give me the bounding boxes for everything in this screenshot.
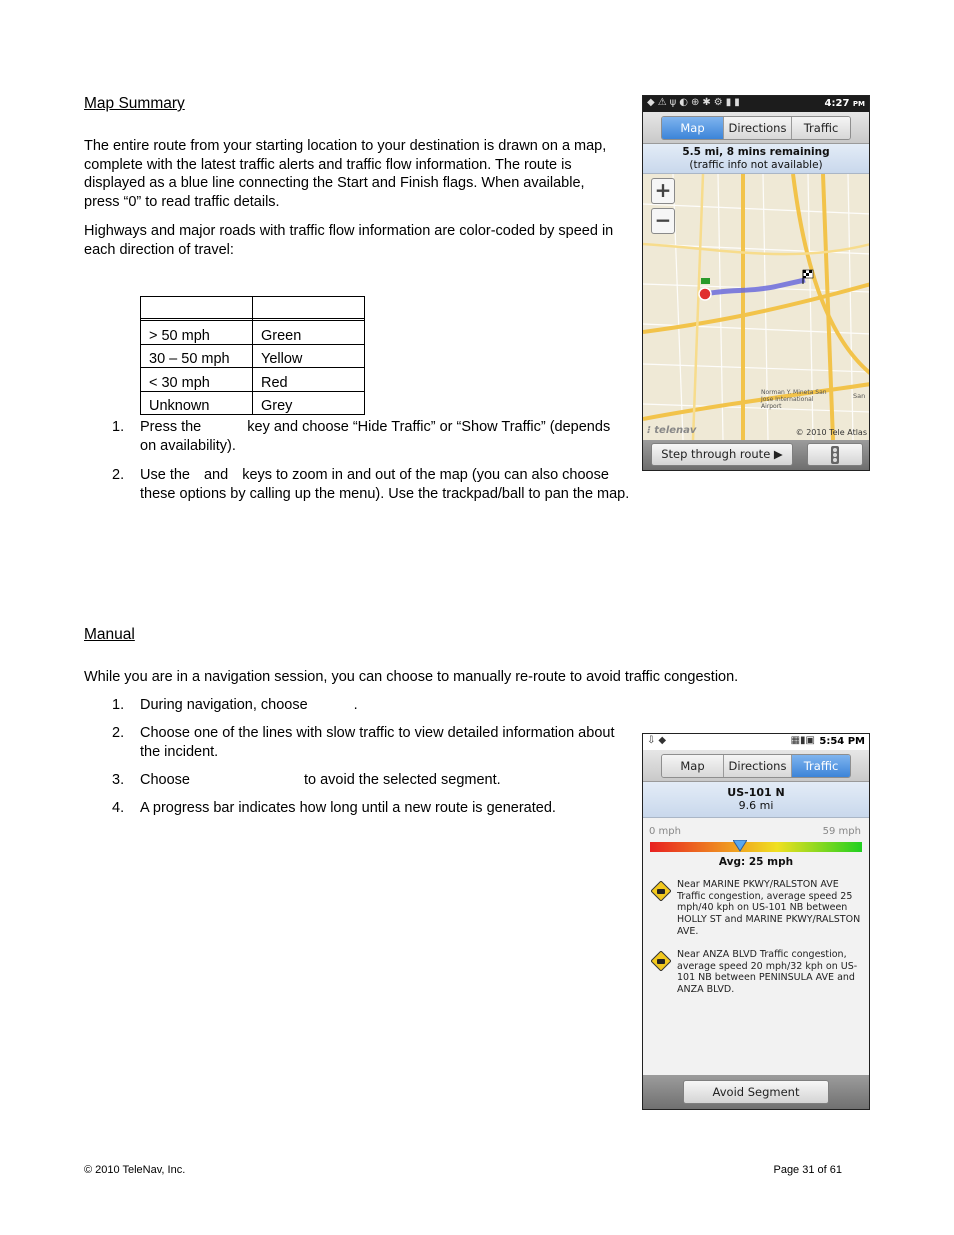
step-text: A progress bar indicates how long until a new route is generated.: [140, 800, 556, 816]
list-number: 1.: [112, 419, 125, 435]
footer-copyright: © 2010 TeleNav, Inc.: [84, 1164, 186, 1176]
step-text-b: key and choose “Hide Traffic” or “Show Traffic” (depends on availability).: [140, 419, 611, 454]
map-bottom-bar: [643, 440, 869, 470]
route-summary-banner: [643, 144, 869, 174]
start-flag-icon: [699, 288, 711, 300]
status-time: 4:27 PM: [824, 98, 865, 109]
road-name: US-101 N: [727, 786, 785, 799]
phone-screenshot-map: [642, 95, 870, 471]
step-text-a: Press the: [140, 419, 202, 435]
step-text-b: to avoid the selected segment.: [303, 772, 501, 788]
avoid-segment-button[interactable]: Avoid Segment: [683, 1080, 829, 1104]
step-text-b: keys to zoom in and out of the map (you can also choose these options by calling up the menu). Use the trackpad/ball to pan the map.: [140, 467, 630, 502]
speed-min-label: 0 mph: [649, 826, 681, 837]
map-label: Norman Y. Mineta San Jose International Airport: [761, 389, 827, 410]
telenav-logo: ⁝ telenav: [647, 425, 697, 436]
step-through-route-button[interactable]: Step through route ▶: [651, 443, 793, 466]
tab-directions[interactable]: Directions: [724, 117, 792, 139]
traffic-warning-icon: [651, 951, 671, 971]
tab-bar: [643, 750, 869, 782]
speed-cell: Unknown: [141, 391, 253, 415]
map-copyright: © 2010 Tele Atlas: [795, 428, 867, 437]
road-banner: [643, 782, 869, 818]
status-bar: [643, 734, 869, 750]
list-number: 2.: [112, 725, 125, 741]
tab-bar: [643, 112, 869, 144]
map-summary-paragraph-1: The entire route from your starting location to your destination is drawn on a map, complete with the latest traffic alerts and traffic flow information. The route is displayed as a blue line connecting the Start and Finish flags. When available, press “0” to read traffic details.: [84, 138, 607, 210]
map-roads: [643, 174, 870, 440]
step-text: Choose one of the lines with slow traffic to view detailed information about the incident.: [140, 725, 615, 760]
speed-gradient-bar: [650, 842, 862, 852]
list-item: [112, 696, 640, 715]
list-number: 3.: [112, 772, 125, 788]
color-cell: Grey: [253, 391, 365, 415]
phone-screenshot-traffic: [642, 733, 870, 1110]
map-label: San: [853, 392, 866, 400]
speed-cell: 30 – 50 mph: [141, 344, 253, 368]
list-item: [112, 418, 630, 455]
tab-map[interactable]: Map: [662, 755, 724, 777]
step-text-b: .: [353, 697, 358, 713]
list-item: [112, 771, 640, 790]
list-number: 2.: [112, 467, 125, 483]
traffic-incident-item[interactable]: [651, 879, 861, 938]
status-bar: [643, 96, 869, 112]
traffic-light-button[interactable]: [807, 443, 863, 466]
traffic-warning-icon: [651, 881, 671, 901]
footer-page-number: Page 31 of 61: [773, 1164, 842, 1176]
status-time: 5:54 PM: [819, 736, 865, 747]
traffic-light-icon: [828, 446, 842, 464]
list-item: [112, 799, 640, 818]
status-icons: ⇩◆: [647, 735, 670, 746]
status-icons-right: ▦▮▣: [790, 735, 815, 746]
color-cell: Red: [253, 368, 365, 392]
section-heading-map-summary: Map Summary: [84, 95, 185, 112]
step-text-a: Use the: [140, 467, 190, 483]
color-cell: Green: [253, 321, 365, 345]
list-number: 4.: [112, 800, 125, 816]
table-row: [141, 344, 365, 368]
tab-traffic[interactable]: Traffic: [792, 755, 850, 777]
tab-directions[interactable]: Directions: [724, 755, 792, 777]
road-distance: 9.6 mi: [738, 799, 774, 812]
color-cell: Yellow: [253, 344, 365, 368]
avg-speed: Avg: 25 mph: [718, 856, 794, 868]
traffic-incident-item[interactable]: [651, 949, 861, 996]
table-row: [141, 321, 365, 345]
table-header-cell: [141, 297, 253, 319]
traffic-bottom-bar: [643, 1075, 869, 1110]
status-icons: ◆⚠ψ◐⊕✱⚙▮▮: [647, 97, 743, 108]
table-row: [141, 391, 365, 415]
list-item: [112, 466, 630, 503]
speed-cell: < 30 mph: [141, 368, 253, 392]
map-view[interactable]: [643, 174, 869, 440]
avg-speed-marker-icon: [733, 840, 747, 852]
traffic-availability: (traffic info not available): [689, 158, 823, 171]
manual-intro: While you are in a navigation session, you can choose to manually re-route to avoid traffic congestion.: [84, 669, 739, 685]
map-summary-paragraph-2: Highways and major roads with traffic flow information are color-coded by speed in each direction of travel:: [84, 223, 614, 258]
route-summary: 5.5 mi, 8 mins remaining: [682, 146, 830, 158]
list-item: [112, 724, 630, 761]
tab-map[interactable]: Map: [662, 117, 724, 139]
incident-text: Near ANZA BLVD Traffic congestion, average speed 20 mph/32 kph on US-101 NB between PENINSULA AVE and ANZA BLVD.: [677, 949, 858, 996]
speed-cell: > 50 mph: [141, 321, 253, 345]
list-number: 1.: [112, 697, 125, 713]
step-text-a: Choose: [140, 772, 190, 788]
table-row: [141, 368, 365, 392]
step-text-a: During navigation, choose: [140, 697, 308, 713]
table-header-cell: [253, 297, 365, 319]
section-heading-manual: Manual: [84, 626, 135, 643]
speed-max-label: 59 mph: [822, 826, 861, 837]
step-text-mid: and: [203, 467, 229, 483]
tab-traffic[interactable]: Traffic: [792, 117, 850, 139]
incident-text: Near MARINE PKWY/RALSTON AVE Traffic congestion, average speed 25 mph/40 kph on US-101 NB between HOLLY ST and MARINE PKWY/RALSTON AVE.: [677, 879, 861, 937]
zoom-in-button[interactable]: +: [651, 178, 675, 204]
speed-color-table: [140, 296, 365, 415]
zoom-out-button[interactable]: −: [651, 208, 675, 234]
